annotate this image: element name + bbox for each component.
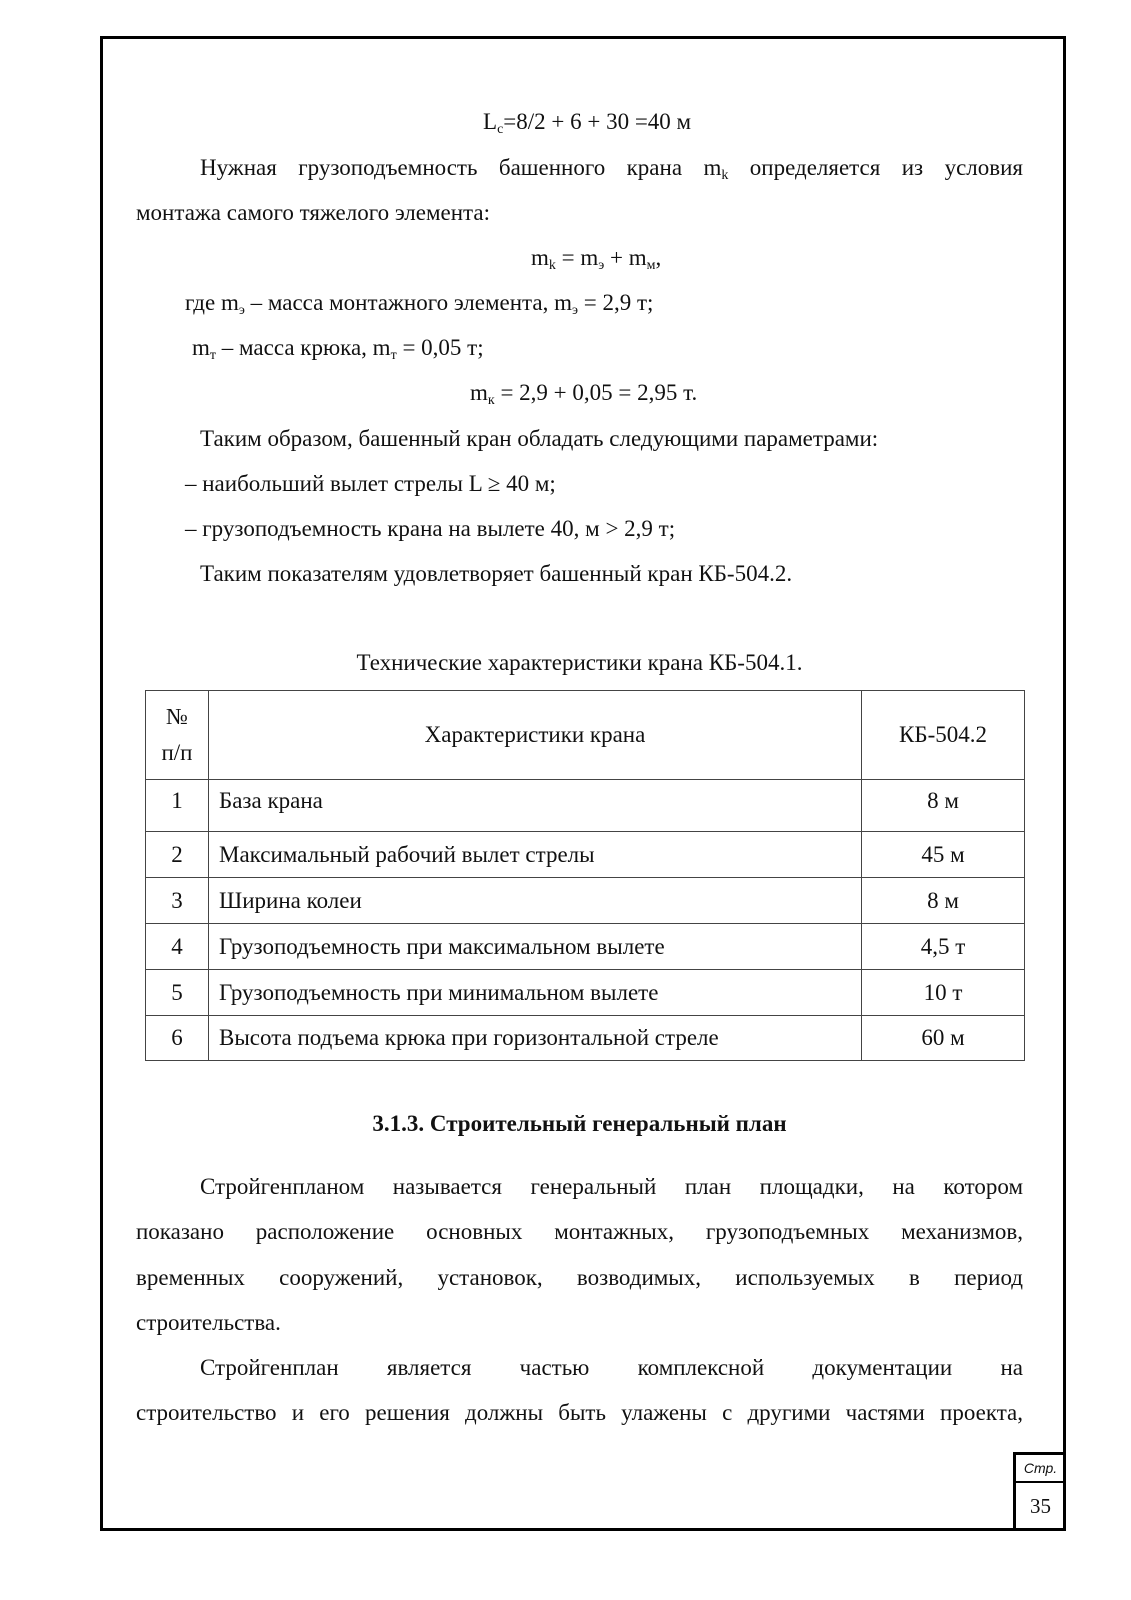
conclusion-item-2: – грузоподъемность крана на вылете 40, м > 2,9 т;	[185, 516, 676, 541]
row-name: Ширина колеи	[209, 878, 862, 924]
table-row	[146, 878, 1025, 924]
row-num: 1	[146, 780, 209, 832]
row-num: 2	[146, 832, 209, 878]
formula-lc: $L_c=8/2 + 6 + 30 =40$ м	[483, 109, 692, 137]
header-num	[146, 691, 209, 780]
section-p1-line2: показано расположение основных монтажных, грузоподъемных механизмов,	[136, 1219, 1023, 1244]
conclusion-item-1: – наибольший вылет стрелы L ≥ 40 м;	[185, 471, 556, 496]
row-value: 45 м	[862, 832, 1025, 878]
where-hook-mass: $m_т$ – масса крюка, $m_т = 0,05$ т;	[192, 335, 484, 363]
where-element-mass: где $m_э$ – масса монтажного элемента, $m_э = 2,9$ т;	[185, 290, 654, 318]
table-row	[146, 780, 1025, 832]
header-num-line1: №	[166, 704, 188, 729]
row-value: 8 м	[862, 878, 1025, 924]
section-p1-line1: Стройгенпланом называется генеральный план площадки, на котором	[200, 1174, 1023, 1199]
row-num: 5	[146, 970, 209, 1016]
header-value: КБ-504.2	[862, 691, 1025, 780]
page-number-stamp	[1013, 1452, 1065, 1530]
conclusion-intro: Таким образом, башенный кран обладать следующими параметрами:	[200, 426, 879, 451]
formula-result: $m_к = 2,9 + 0,05 = 2,95$ т.	[470, 380, 698, 408]
paragraph-capacity-line2: монтажа самого тяжелого элемента:	[136, 200, 490, 225]
conclusion-final: Таким показателям удовлетворяет башенный кран КБ-504.2.	[200, 561, 793, 586]
page-number: 35	[1030, 1494, 1051, 1518]
table-row	[146, 970, 1025, 1016]
crane-spec-table	[145, 690, 1025, 1061]
row-value: 10 т	[862, 970, 1025, 1016]
formula-mk: $m_k = m_э + m_м$,	[531, 245, 662, 273]
section-p1-line3: временных сооружений, установок, возводимых, используемых в период	[136, 1265, 1023, 1290]
header-name: Характеристики крана	[209, 691, 862, 780]
section-p2-line2: строительство и его решения должны быть улажены с другими частями проекта,	[136, 1400, 1023, 1425]
section-heading: 3.1.3. Строительный генеральный план	[372, 1111, 787, 1136]
row-name: База крана	[209, 780, 862, 832]
table-caption: Технические характеристики крана КБ-504.1.	[356, 650, 803, 675]
row-value: 8 м	[862, 780, 1025, 832]
row-name: Грузоподъемность при минимальном вылете	[209, 970, 862, 1016]
header-num-line2: п/п	[161, 740, 193, 765]
row-value: 60 м	[862, 1016, 1025, 1061]
row-value: 4,5 т	[862, 924, 1025, 970]
row-num: 4	[146, 924, 209, 970]
paragraph-capacity-line1: Нужная грузоподъемность башенного крана $m_k$ определяется из условия	[200, 155, 1024, 183]
table-row	[146, 924, 1025, 970]
row-name: Грузоподъемность при максимальном вылете	[209, 924, 862, 970]
section-p1-line4: строительства.	[136, 1310, 281, 1335]
section-p2-line1: Стройгенплан является частью комплексной документации на	[200, 1355, 1023, 1380]
row-name: Высота подъема крюка при горизонтальной стреле	[209, 1016, 862, 1061]
row-name: Максимальный рабочий вылет стрелы	[209, 832, 862, 878]
table-row	[146, 1016, 1025, 1061]
page-label: Стр.	[1016, 1455, 1065, 1483]
table-row	[146, 832, 1025, 878]
table-header-row	[146, 691, 1025, 780]
row-num: 3	[146, 878, 209, 924]
row-num: 6	[146, 1016, 209, 1061]
